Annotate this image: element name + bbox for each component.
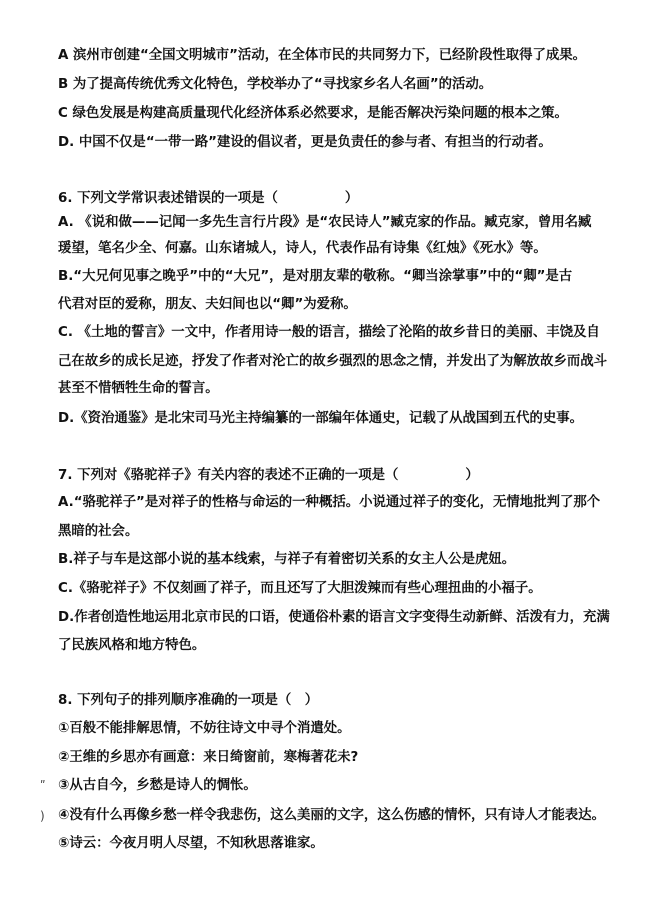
question-7-stem: 7. 下列对《骆驼祥子》有关内容的表述不正确的一项是（ ）: [58, 468, 479, 483]
question-7-line: 黑暗的社会。: [58, 524, 139, 539]
question-6-line: 甚至不惜牺牲生命的誓言。: [58, 381, 219, 396]
scan-margin-mark: ): [40, 809, 45, 823]
scan-margin-mark: ʺ: [40, 779, 46, 793]
sentence-2: ②王维的乡思亦有画意：来日绮窗前，寒梅著花未?: [58, 750, 359, 765]
question-6-stem: 6. 下列文学常识表述错误的一项是（ ）: [58, 191, 359, 206]
option-a: A 滨州市创建“全国文明城市”活动，在全体市民的共同努力下，已经阶段性取得了成果。: [58, 48, 587, 63]
sentence-1: ①百般不能排解思情，不妨往诗文中寻个消遣处。: [58, 721, 351, 736]
question-6-line: 瑗望，笔名少全、何嘉。山东诸城人，诗人，代表作品有诗集《红烛》《死水》等。: [58, 241, 547, 256]
sentence-3: ③从古自今，乡愁是诗人的惆怅。: [58, 778, 257, 793]
question-6-line: 己在故乡的成长足迹，抒发了作者对沦亡的故乡强烈的思念之情，并发出了为解放故乡而战斗: [58, 354, 608, 369]
question-6-line: A. 《说和做——记闻一多先生言行片段》是“农民诗人”臧克家的作品。臧克家，曾用名臧: [58, 215, 592, 230]
question-6-line: B.“大兄何见事之晚乎”中的“大兄”，是对朋友辈的敬称。“卿当涂掌事”中的“卿”是古: [58, 269, 573, 284]
question-6-line: D.《资治通鉴》是北宋司马光主持编纂的一部编年体通史，记载了从战国到五代的史事。: [58, 411, 584, 426]
question-7-line: B.祥子与车是这部小说的基本线索，与祥子有着密切关系的女主人公是虎妞。: [58, 552, 516, 567]
question-6-line: C. 《土地的誓言》一文中，作者用诗一般的语言，描绘了沦陷的故乡昔日的美丽、丰饶及自: [58, 325, 600, 340]
sentence-4: ④没有什么再像乡愁一样令我悲伤，这么美丽的文字，这么伤感的情怀，只有诗人才能表达。: [58, 808, 605, 823]
question-6-line: 代君对臣的爱称，朋友、夫妇间也以“卿”为爱称。: [58, 297, 357, 312]
option-b: B 为了提高传统优秀文化特色，学校举办了“寻找家乡名人名画”的活动。: [58, 77, 493, 92]
option-c: C 绿色发展是构建高质量现代化经济体系必然要求，是能否解决污染问题的根本之策。: [58, 106, 568, 121]
option-d: D. 中国不仅是“一带一路”建设的倡议者，更是负责任的参与者、有担当的行动者。: [58, 135, 552, 150]
question-7-line: A.“骆驼祥子”是对祥子的性格与命运的一种概括。小说通过祥子的变化，无情地批判了那个: [58, 495, 601, 510]
sentence-5: ⑤诗云：今夜月明人尽望，不知秋思落谁家。: [58, 836, 324, 851]
question-7-line: C.《骆驼祥子》不仅刻画了祥子，而且还写了大胆泼辣而有些心理扭曲的小福子。: [58, 581, 542, 596]
question-7-line: D.作者创造性地运用北京市民的口语，使通俗朴素的语言文字变得生动新鲜、活泼有力，充满: [58, 610, 610, 625]
question-7-line: 了民族风格和地方特色。: [58, 638, 206, 653]
question-8-stem: 8. 下列句子的排列顺序准确的一项是（ ）: [58, 693, 319, 708]
